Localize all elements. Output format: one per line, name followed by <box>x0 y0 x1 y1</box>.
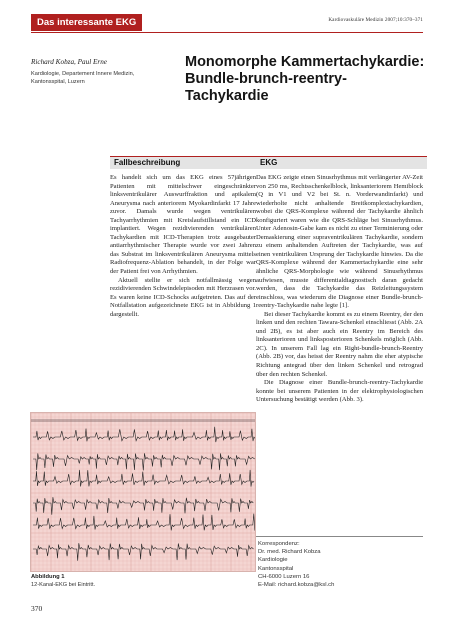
ecg-text-column <box>256 174 423 405</box>
author-affiliation <box>31 70 151 87</box>
author-names: Richard Kobza, Paul Erne <box>31 58 107 66</box>
page-number: 370 <box>31 604 43 613</box>
journal-reference: Kardiovaskuläre Medizin 2007;10:370–371 <box>328 17 423 23</box>
paragraph: Die Diagnose einer Bundle-brunch-reentry-Tachykardie konnte bei unserem Patienten in der elektrophysiologischen Untersuchung bestätigt werden (Abb. 3). <box>256 379 423 404</box>
ecg-header-band <box>31 419 255 422</box>
ecg-lead-trace <box>33 453 255 470</box>
correspondence-rule <box>256 536 423 537</box>
figure-caption: 12-Kanal-EKG bei Eintritt. <box>31 582 96 588</box>
paragraph: Bei dieser Tachykardie kommt es zu einem Reentry, der den linken und den rechten Tawara-Schenkel einschliesst (Abb. 2A und 2B), es ist aber auch ein Reentry im Bereich des linksanterioren und linksposterioren Schenkels möglich (Abb. 2C). In unserem Fall lag ein Right-bundle-brunch-Reentry (Abb. 2B) vor, das heisst der Reentry nahm die eher atypische Richtung antegrad über den linken Schenkel und retrograd über den rechten Schenkel. <box>256 310 423 378</box>
ecg-figure <box>30 412 256 572</box>
section-heading-case: Fallbeschreibung <box>110 156 256 169</box>
affiliation-line: Kantonsspital, Luzern <box>31 79 85 86</box>
article-title: Monomorphe Kammertachykardie: Bundle-brunch-reentry-Tachykardie <box>185 54 425 105</box>
section-heading-ecg: EKG <box>256 156 427 169</box>
affiliation-line: Kardiologie, Departement Innere Medizin, <box>31 71 135 77</box>
case-text-column <box>110 174 256 319</box>
ecg-lead-trace <box>33 543 254 561</box>
ecg-lead-trace <box>33 470 254 487</box>
correspondence-hospital: Kantonsspital <box>258 565 294 572</box>
correspondence-dept: Kardiologie <box>258 557 288 564</box>
ecg-tracing <box>31 413 255 571</box>
paragraph: Aktuell stellte er sich notfallmässig wegen rezidivierenden Schwindelepisoden mit Herzrasen vor. Es waren keine ICD-Schocks aufgetreten. Das auf der Notfallstation aufgezeichnete EKG ist in Abbildung 1 dargestellt. <box>110 276 256 318</box>
correspondence-city: CH-6000 Luzern 16 <box>258 573 310 580</box>
correspondence-heading: Korrespondenz: <box>258 541 300 547</box>
ecg-lead-trace <box>33 497 253 515</box>
section-badge: Das interessante EKG <box>31 14 142 31</box>
header-rule <box>31 32 423 33</box>
paragraph: Es handelt sich um das EKG eines 57jährigen Patienten mit mittelschwer eingeschränkter linksventrikulärer Auswurffraktion und apikalem Aneurysma nach anteriorem Myokardinfarkt 17 Jahre zuvor. Damals wurde wegen ventrikulären Tachyarrhythmien mit Kreislaufstillstand ein ICD implantiert. Wegen rezidivierenden ventrikulären Tachykardien mit ICD-Therapien trotz ausgebauter antiarrhythmischer Therapie wurde vor zwei Jahren das Substrat im linksventrikulären Aneurysma mittels Radiofrequenz-Ablation behandelt, in der Folge war der Patient frei von Arrhythmien. <box>110 174 256 276</box>
correspondence-email[interactable]: E-Mail: richard.kobza@ksl.ch <box>258 582 335 589</box>
correspondence-block <box>258 540 334 589</box>
ecg-lead-trace <box>33 514 255 531</box>
correspondence-name: Dr. med. Richard Kobza <box>258 549 321 556</box>
figure-label: Abbildung 1 <box>31 574 65 580</box>
paragraph: Das EKG zeigte einen Sinusrhythmus mit verlängerter AV-Zeit von 250 ms, Rechtsschenkelblock, linksanteriorem Hemiblock (Q in V1 und V2 bei St. n. Vorderwandinfarkt) und wiederholte nicht anhaltende Breitkomplextachykardien, wobei die QRS-Komplexe während der Tachykardie ähnlich konfiguriert waren wie die QRS-Schläge bei Sinusrhythmus. Unter Adenosin-Gabe kam es nicht zu einer Terminierung oder Demaskierung einer supraventrikulären Tachykardie, sondern zu einem anhaltenden Auftreten der Tachykardie, was auf einen ventrikulären Ursprung der Tachykardie hinwies. Da die QRS-Komplexe während der Kammertachykardie eine sehr ähnliche QRS-Morphologie wie während Sinusrhythmus aufwiesen, musste differentialdiagnostisch daran gedacht werden, dass die Tachykardie das Reizleitungssystem einschloss, was wiederum die Diagnose einer Bundle-brunch-reentry-Tachykardie nahe legte [1]. <box>256 174 423 310</box>
